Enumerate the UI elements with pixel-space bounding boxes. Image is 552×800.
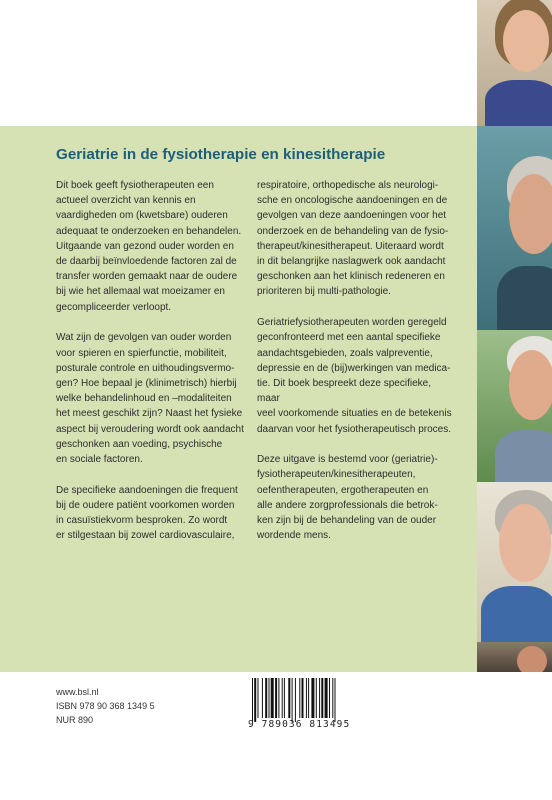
photo-elderly-man-1 — [477, 126, 552, 330]
text-column-right — [257, 178, 453, 559]
barcode-bar — [269, 678, 270, 718]
photo-elderly-man-2 — [477, 330, 552, 482]
barcode-bar — [284, 678, 285, 718]
barcode-bar — [299, 678, 300, 718]
barcode-bar — [332, 678, 333, 718]
photo-elderly-woman — [477, 0, 552, 126]
barcode-bar — [258, 678, 259, 718]
barcode-bar — [321, 678, 323, 718]
barcode-bar — [335, 678, 336, 722]
photo-elderly-woman-2 — [477, 482, 552, 642]
barcode-bar — [319, 678, 320, 718]
barcode-bar — [308, 678, 309, 718]
barcode-bar — [271, 678, 274, 718]
text-column-left — [56, 178, 252, 559]
barcode-bar — [325, 678, 328, 718]
barcode-bar — [265, 678, 267, 718]
barcode-bar — [278, 678, 279, 718]
photo-strip — [477, 0, 552, 672]
barcode-bar — [252, 678, 253, 722]
barcode-bar — [275, 678, 277, 718]
barcode-bar — [316, 678, 317, 718]
book-title: Geriatrie in de fysiotherapie en kinesitherapie — [56, 146, 386, 163]
paragraph: Wat zijn de gevolgen van ouder worden voor spieren en spierfunctie, mobiliteit, posturale controle en uithoudingsvermo- gen? Hoe bepaal je (klinimetrisch) hierbij welke behandelinhoud en –modaliteiten het meest geschikt zijn? Naast het fysieke aspect bij veroudering wordt ook aandacht geschonken aan voeding, psychische en sociale factoren. — [56, 332, 244, 465]
paragraph: Dit boek geeft fysiotherapeuten een actueel overzicht van kennis en vaardigheden om (kwetsbare) ouderen adequaat te onderzoeken en behandelen. Uitgaande van gezond ouder worden en de daarbij beïnvloedende factoren zal de transfer worden gemaakt naar de oudere bij wie het allemaal wat moeizamer en gecompliceerder verloopt. — [56, 180, 242, 313]
isbn-text: ISBN 978 90 368 1349 5 — [56, 701, 155, 711]
barcode-bar — [295, 678, 296, 722]
publisher-website: www.bsl.nl — [56, 687, 99, 697]
barcode-bar — [311, 678, 314, 718]
barcode-number: 9 789036 813495 — [248, 719, 351, 730]
nur-code: NUR 890 — [56, 715, 94, 725]
description-panel — [0, 126, 477, 672]
paragraph: Deze uitgave is bestemd voor (geriatrie)- fysiotherapeuten/kinesitherapeuten, oefentherapeuten, ergotherapeuten en alle andere zorgprofessionals die betrok- ken zijn bij de behandeling van de ouder wordende mens. — [257, 454, 438, 542]
paragraph: respiratoire, orthopedische als neurologi- sche en oncologische aandoeningen en de gevolgen van deze aandoeningen voor het onderzoek en de behandeling van de fysio- therapeut/kinesitherapeut. Uiteraard wordt in dit belangrijke naslagwerk ook aandacht geschonken aan het klinisch redeneren en prioriteren bij multi-pathologie. — [257, 180, 449, 298]
barcode-bar — [292, 678, 293, 722]
barcode-bar — [329, 678, 330, 718]
paragraph: De specifieke aandoeningen die frequent bij de oudere patiënt voorkomen worden in casuïstiekvorm besproken. Zo wordt er stilgestaan bij zowel cardiovasculaire, — [56, 484, 238, 542]
barcode-bar — [302, 678, 304, 718]
barcode-bar — [282, 678, 283, 718]
barcode-bar — [254, 678, 256, 722]
barcode-bar — [262, 678, 263, 718]
photo-elderly-person-bottom — [477, 642, 552, 672]
publisher-info — [56, 685, 155, 727]
barcode-bar — [306, 678, 307, 718]
paragraph: Geriatriefysiotherapeuten worden geregeld geconfronteerd met een aantal specifieke aandachtsgebieden, zoals valpreventie, depressie en de (bij)werkingen van medica- tie. Dit boek bespreekt deze specifieke, maar veel voorkomende situaties en de betekenis daarvan voor het fysiotherapeutisch proces. — [257, 317, 452, 435]
barcode-bar — [288, 678, 290, 718]
